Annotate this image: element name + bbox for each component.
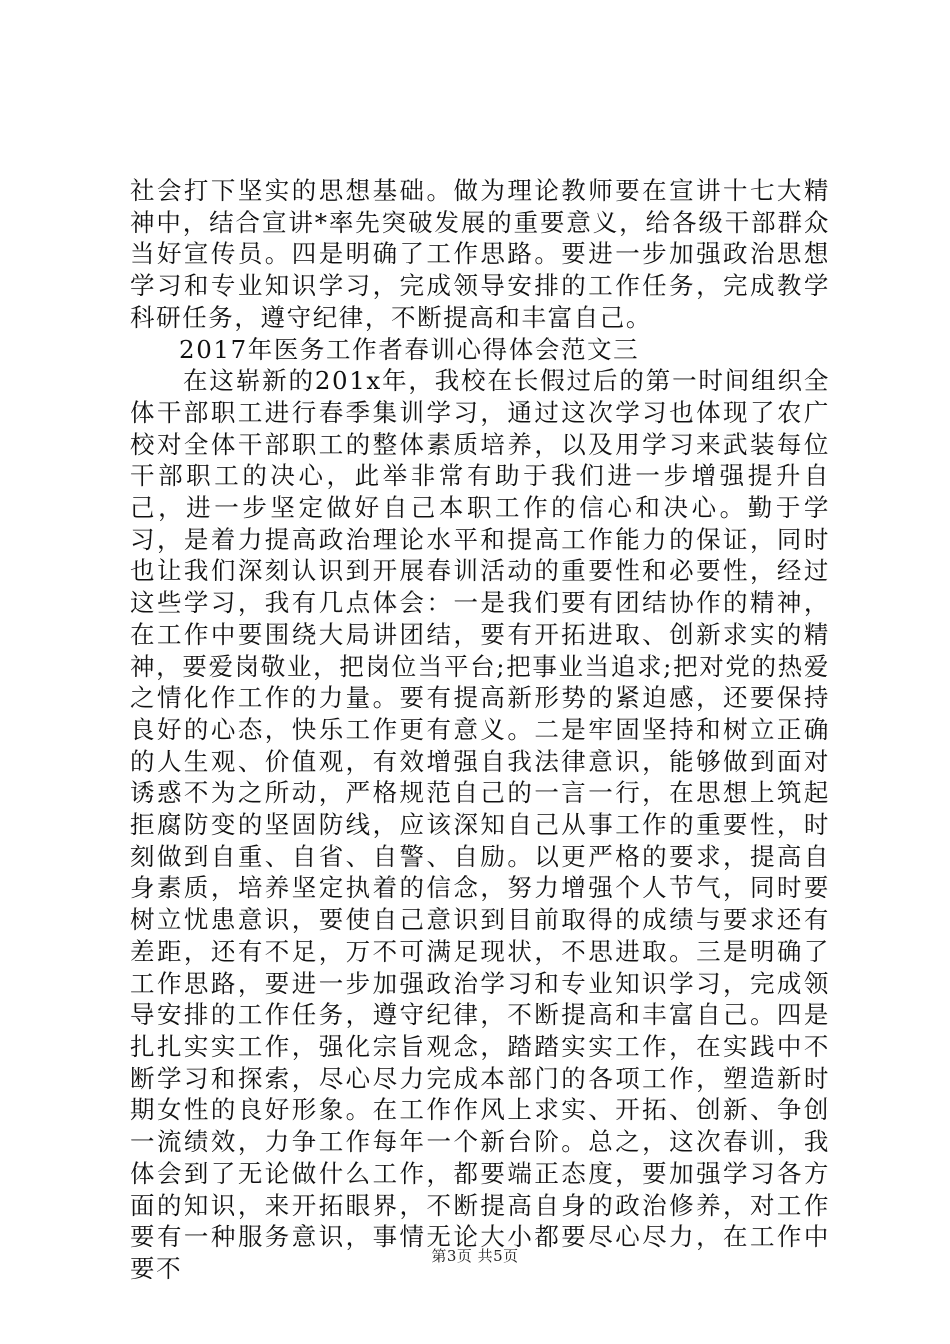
- paragraph-continued: 社会打下坚实的思想基础。做为理论教师要在宣讲十七大精神中，结合宣讲*率先突破发展的重要意义，给各级干部群众当好宣传员。四是明确了工作思路。要进一步加强政治思想学习和专业知识学习，完成领导安排的工作任务，完成教学科研任务，遵守纪律，不断提高和丰富自己。: [130, 176, 830, 332]
- document-body: [130, 175, 830, 1285]
- section-heading: 2017年医务工作者春训心得体会范文三: [179, 334, 640, 364]
- paragraph-main: 在这崭新的201x年，我校在长假过后的第一时间组织全体干部职工进行春季集训学习，通过这次学习也体现了农广校对全体干部职工的整体素质培养，以及用学习来武装每位干部职工的决心，此举非常有助于我们进一步增强提升自己，进一步坚定做好自己本职工作的信心和决心。勤于学习，是着力提高政治理论水平和提高工作能力的保证，同时也让我们深刻认识到开展春训活动的重要性和必要性，经过这些学习，我有几点体会：一是我们要有团结协作的精神，在工作中要围绕大局讲团结，要有开拓进取、创新求实的精神，要爱岗敬业，把岗位当平台;把事业当追求;把对党的热爱之情化作工作的力量。要有提高新形势的紧迫感，还要保持良好的心态，快乐工作更有意义。二是牢固坚持和树立正确的人生观、价值观，有效增强自我法律意识，能够做到面对诱惑不为之所动，严格规范自己的一言一行，在思想上筑起拒腐防变的坚固防线，应该深知自己从事工作的重要性，时刻做到自重、自省、自警、自励。以更严格的要求，提高自身素质，培养坚定执着的信念，努力增强个人节气，同时要树立忧患意识，要使自己意识到目前取得的成绩与要求还有差距，还有不足，万不可满足现状，不思进取。三是明确了工作思路，要进一步加强政治学习和专业知识学习，完成领导安排的工作任务，遵守纪律，不断提高和丰富自己。四是扎扎实实工作，强化宗旨观念，踏踏实实工作，在实践中不断学习和探索，尽心尽力完成本部门的各项工作，塑造新时期女性的良好形象。在工作作风上求实、开拓、创新、争创一流绩效，力争工作每年一个新台阶。总之，这次春训，我体会到了无论做什么工作，都要端正态度，要加强学习各方面的知识，来开拓眼界，不断提高自身的政治修养，对工作要有一种服务意识，事情无论大小都要尽心尽力，在工作中要不: [130, 366, 830, 1283]
- page-indicator: 第3页 共5页: [431, 1247, 519, 1265]
- page-footer: [0, 1245, 950, 1266]
